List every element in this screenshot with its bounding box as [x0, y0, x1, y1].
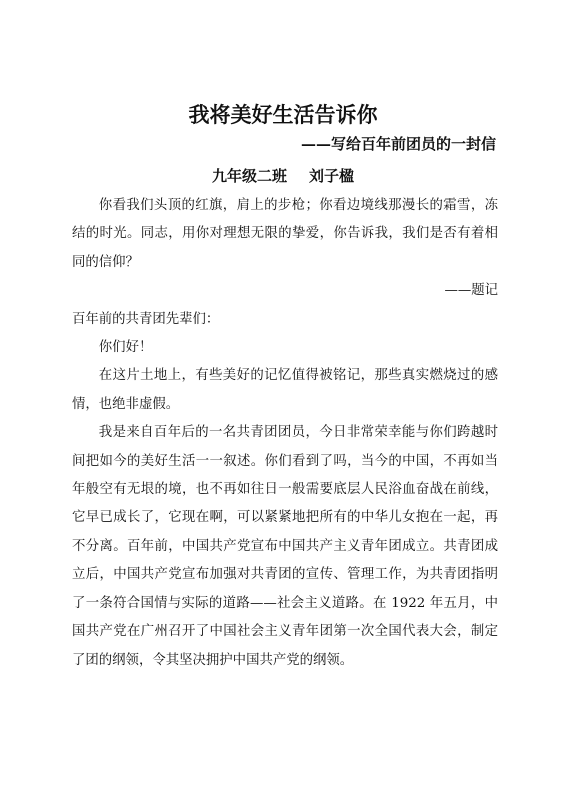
author-line: [0, 164, 566, 188]
document-title: 我将美好生活告诉你: [188, 102, 378, 127]
greeting: 你们好！: [98, 340, 153, 356]
author-name: 刘子楹: [309, 167, 355, 185]
salutation: 百年前的共青团先辈们：: [72, 311, 220, 327]
letter-body: [72, 192, 498, 675]
author-class: 九年级二班: [211, 167, 287, 185]
paragraph-2: 我是来自百年后的一名共青团团员，今日非常荣幸能与你们跨越时间把如今的美好生活一一叙述。你们看到了吗，当今的中国，不再如当年般空有无垠的境，也不再如往日一般需要底层人民浴血奋战在前线，它早已成长了，它现在啊，可以紧紧地把所有的中华儿女抱在一起，再不分离。百年前，中国共产党宣布中国共产主义青年团成立。共青团成立后，中国共产党宣布加强对共青团的宣传、管理工作，为共青团指明了一条符合国情与实际的道路——社会主义道路。在 1922 年五月，中国共产党在广州召开了中国社会主义青年团第一次全国代表大会，制定了团的纲领，令其坚决拥护中国共产党的纲领。: [72, 425, 498, 668]
paragraph-1: 在这片土地上，有些美好的记忆值得被铭记，那些真实燃烧过的感情，也绝非虚假。: [72, 368, 498, 412]
document-subtitle: ——写给百年前团员的一封信: [300, 135, 496, 153]
epigraph-note: ——题记: [444, 283, 498, 299]
epigraph: 你看我们头顶的红旗，肩上的步枪；你看边境线那漫长的霜雪，冻结的时光。同志，用你对理想无限的挚爱，你告诉我，我们是否有着相同的信仰？: [72, 198, 498, 270]
